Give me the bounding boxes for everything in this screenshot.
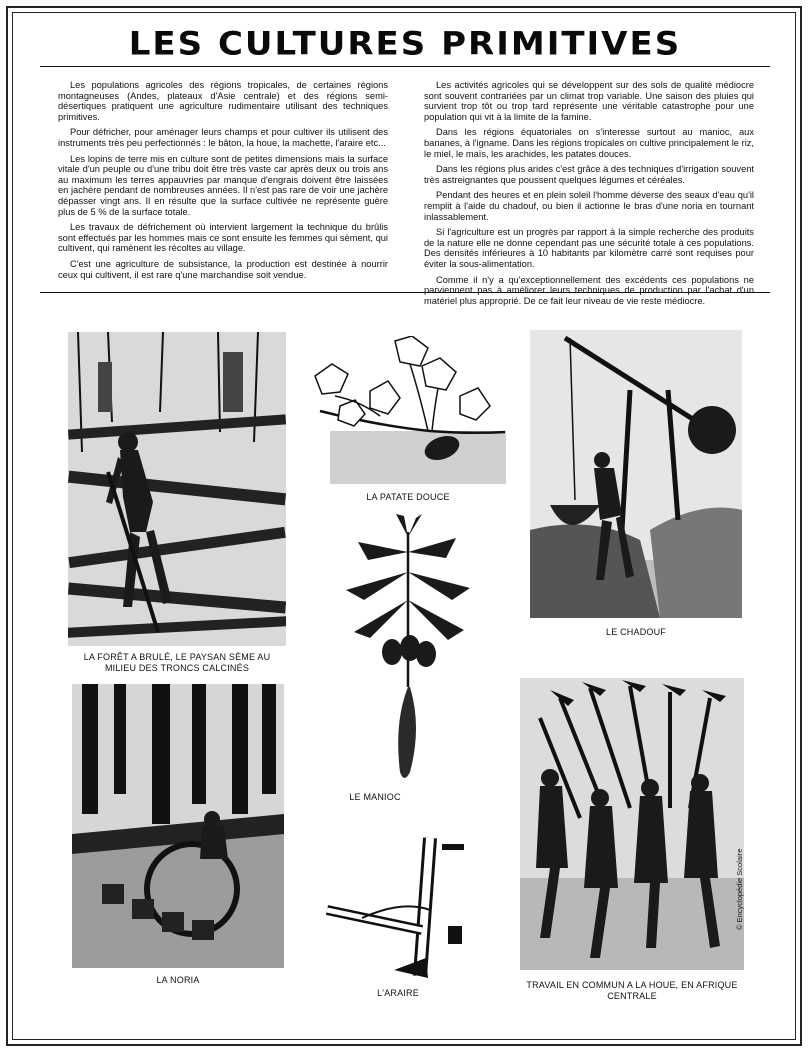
paragraph: Les travaux de défrichement où intervient largement la technique du brûlis sont effectués par les hommes mais ce sont ensuite les femmes qui sèment, qui cultivent, qui ramènent les récoltes au village. [58, 222, 388, 254]
paragraph: Si l'agriculture est un progrès par rapport à la simple recherche des produits de la nature elle ne donne cependant pas une sécurité totale à ces populations. Des densités inférieures à 10 habitants par kilomètre carré sont requises pour éviter la sous-alimentation. [424, 227, 754, 269]
burned-forest-illustration [68, 332, 286, 646]
text-column-left [58, 80, 388, 285]
page-title: LES CULTURES PRIMITIVES [128, 25, 682, 63]
caption-shadoof: LE CHADOUF [605, 627, 666, 637]
noria-illustration [72, 684, 284, 968]
title-rule [40, 66, 770, 67]
paragraph: Dans les régions plus arides c'est grâce à des techniques d'irrigation souvent très astreignantes que poussent quelques légumes et céréales. [424, 164, 754, 185]
paragraph: Pendant des heures et en plein soleil l'homme déverse des seaux d'eau qu'il remplit à l'aide du chadouf, ou bien il actionne le bras d'une noria en tournant inlassablement. [424, 190, 754, 222]
caption-cassava: LE MANIOC [349, 792, 401, 802]
ard-plough-illustration [322, 830, 474, 980]
paragraph: Comme il n'y a qu'exceptionnellement des excédents ces populations ne parviennent pas à améliorer leurs techniques de production par l'achat d'un matériel plus approprié. De ce fait leur niveau de vie reste médiocre. [424, 274, 754, 306]
text-column-right [424, 80, 754, 311]
cassava-illustration [338, 512, 480, 790]
caption-burned-forest: LA FORÊT A BRULÉ, LE PAYSAN SÈME AU MILIEU DES TRONCS CALCINÉS [83, 652, 271, 673]
caption-ard-plough: L'ARAIRE [377, 988, 419, 998]
sweet-potato-illustration [310, 336, 506, 484]
caption-noria: LA NORIA [156, 975, 200, 985]
section-rule [40, 292, 770, 293]
caption-sweet-potato: LA PATATE DOUCE [366, 492, 450, 502]
paragraph: Les populations agricoles des régions tropicales, de certaines régions montagneuses (Andes, plateaux d'Asie centrale) et des régions semi-désertiques pratiquent une agriculture rudimentaire utilisant des techniques primitives. [58, 80, 388, 122]
paragraph: Les lopins de terre mis en culture sont de petites dimensions mais la surface vitale d'un peuple ou d'une tribu doit être très vaste car après deux ou trois ans au maximum les terres appauvries par manque d'engrais doivent être laissées en jachère pendant de nombreuses années. Il n'est pas rare de voir une jachère dépasser vingt ans. Il en résulte que la surface cultivée ne représente guère plus de 5 % de la surface totale. [58, 153, 388, 217]
hoe-work-illustration [520, 678, 744, 970]
paragraph: Pour défricher, pour aménager leurs champs et pour cultiver ils utilisent des instruments très peu perfectionnés : le bâton, la houe, la machette, l'araire etc... [58, 127, 388, 148]
caption-hoe-work: TRAVAIL EN COMMUN A LA HOUE, EN AFRIQUE CENTRALE [526, 980, 738, 1001]
paragraph: Les activités agricoles qui se développent sur des sols de qualité médiocre sont souvent contrariées par un climat trop variable. Une saison des pluies qui survient trop tôt ou trop tard représente une véritable catastrophe pour une population qui vit à la limite de la famine. [424, 80, 754, 122]
shadoof-illustration [530, 330, 742, 618]
paragraph: C'est une agriculture de subsistance, la production est destinée à nourrir ceux qui cultivent, il est rare q'une marchandise soit vendue. [58, 258, 388, 280]
paragraph: Dans les régions équatoriales on s'interesse surtout au manioc, aux bananes, à l'igname. Dans les régions tropicales on cultive principalement le riz, le miel, le maïs, les arachides, les patates douces. [424, 127, 754, 159]
copyright-credit: © Encyclopédie Scolaire [735, 848, 744, 930]
